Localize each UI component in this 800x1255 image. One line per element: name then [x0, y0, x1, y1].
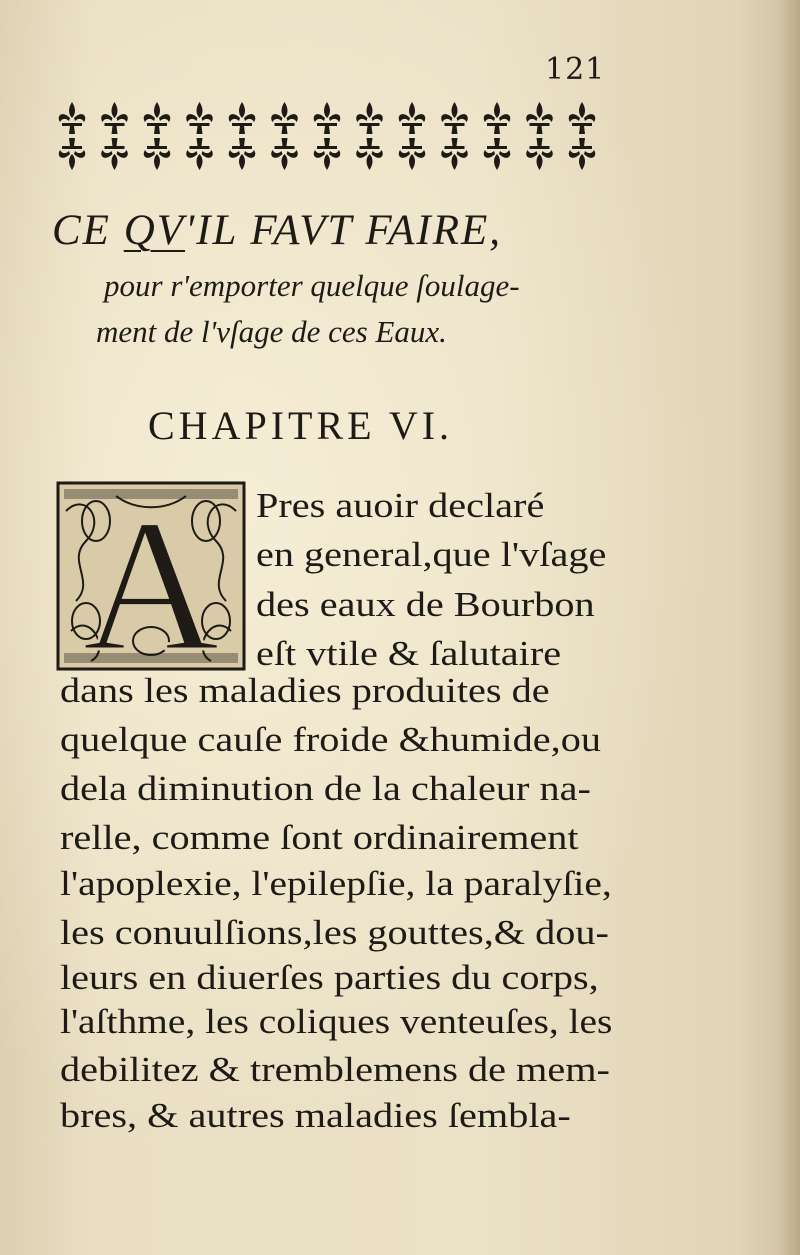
body-line-6: quelque cauſe froide &humide,ou: [60, 720, 601, 759]
fleur-de-lis-icon: [569, 102, 596, 134]
body-line-11: leurs en diuerſes parties du corps,: [60, 958, 599, 997]
fleuron-ornament-band: [52, 92, 607, 180]
title-lead: CE: [52, 207, 124, 254]
fleur-de-lis-icon: [59, 138, 86, 170]
body-line-12: l'aſthme, les coliques venteuſes, les: [60, 1002, 613, 1041]
fleur-de-lis-icon: [101, 102, 128, 134]
fleur-de-lis-icon: [569, 138, 596, 170]
body-line-9: l'apoplexie, l'epilepſie, la paralyſie,: [60, 864, 612, 903]
body-line-7: dela diminution de la chaleur na-: [60, 769, 591, 808]
fleur-de-lis-icon: [356, 138, 383, 170]
page-edge-shadow: [778, 0, 800, 1255]
subtitle-line-1: pour r'emporter quelque ſoulage-: [104, 268, 520, 303]
fleur-de-lis-icon: [399, 102, 426, 134]
body-line-13: debilitez & tremblemens de mem-: [60, 1050, 610, 1089]
body-line-8: relle, comme ſont ordinairement: [60, 818, 579, 857]
page-number: 121: [545, 52, 606, 87]
fleur-de-lis-icon: [399, 138, 426, 170]
section-title: [52, 206, 502, 255]
fleur-de-lis-icon: [144, 138, 171, 170]
fleur-de-lis-icon: [484, 102, 511, 134]
fleur-de-lis-icon: [314, 102, 341, 134]
fleur-de-lis-icon: [526, 138, 553, 170]
fleur-de-lis-icon: [484, 138, 511, 170]
chapter-heading: CHAPITRE VI.: [148, 403, 454, 448]
fleur-de-lis-icon: [271, 102, 298, 134]
title-rest: 'IL FAVT FAIRE,: [185, 207, 503, 254]
body-line-3: des eaux de Bourbon: [256, 585, 595, 624]
body-line-4: eſt vtile & ſalutaire: [256, 634, 562, 673]
fleur-de-lis-icon: [441, 102, 468, 134]
fleur-de-lis-icon: [229, 138, 256, 170]
decorated-drop-cap: [56, 481, 246, 671]
body-line-10: les conuulſions,les gouttes,& dou-: [60, 913, 609, 952]
body-line-2: en general,que l'vſage: [256, 535, 607, 574]
fleur-de-lis-icon: [144, 102, 171, 134]
body-line-1: Pres auoir declaré: [256, 486, 545, 525]
fleur-de-lis-icon: [356, 102, 383, 134]
fleur-de-lis-icon: [314, 138, 341, 170]
body-line-5: dans les maladies produites de: [60, 671, 550, 710]
fleur-de-lis-icon: [229, 102, 256, 134]
fleur-de-lis-icon: [101, 138, 128, 170]
title-qv: QV: [123, 207, 186, 254]
fleur-de-lis-icon: [441, 138, 468, 170]
fleur-de-lis-icon: [186, 102, 213, 134]
subtitle-line-2: ment de l'vſage de ces Eaux.: [96, 314, 447, 349]
body-line-14: bres, & autres maladies ſembla-: [60, 1096, 571, 1135]
fleur-de-lis-icon: [59, 102, 86, 134]
drop-cap-letter: A: [82, 481, 220, 671]
fleur-de-lis-icon: [186, 138, 213, 170]
fleur-de-lis-icon: [271, 138, 298, 170]
fleur-de-lis-icon: [526, 102, 553, 134]
